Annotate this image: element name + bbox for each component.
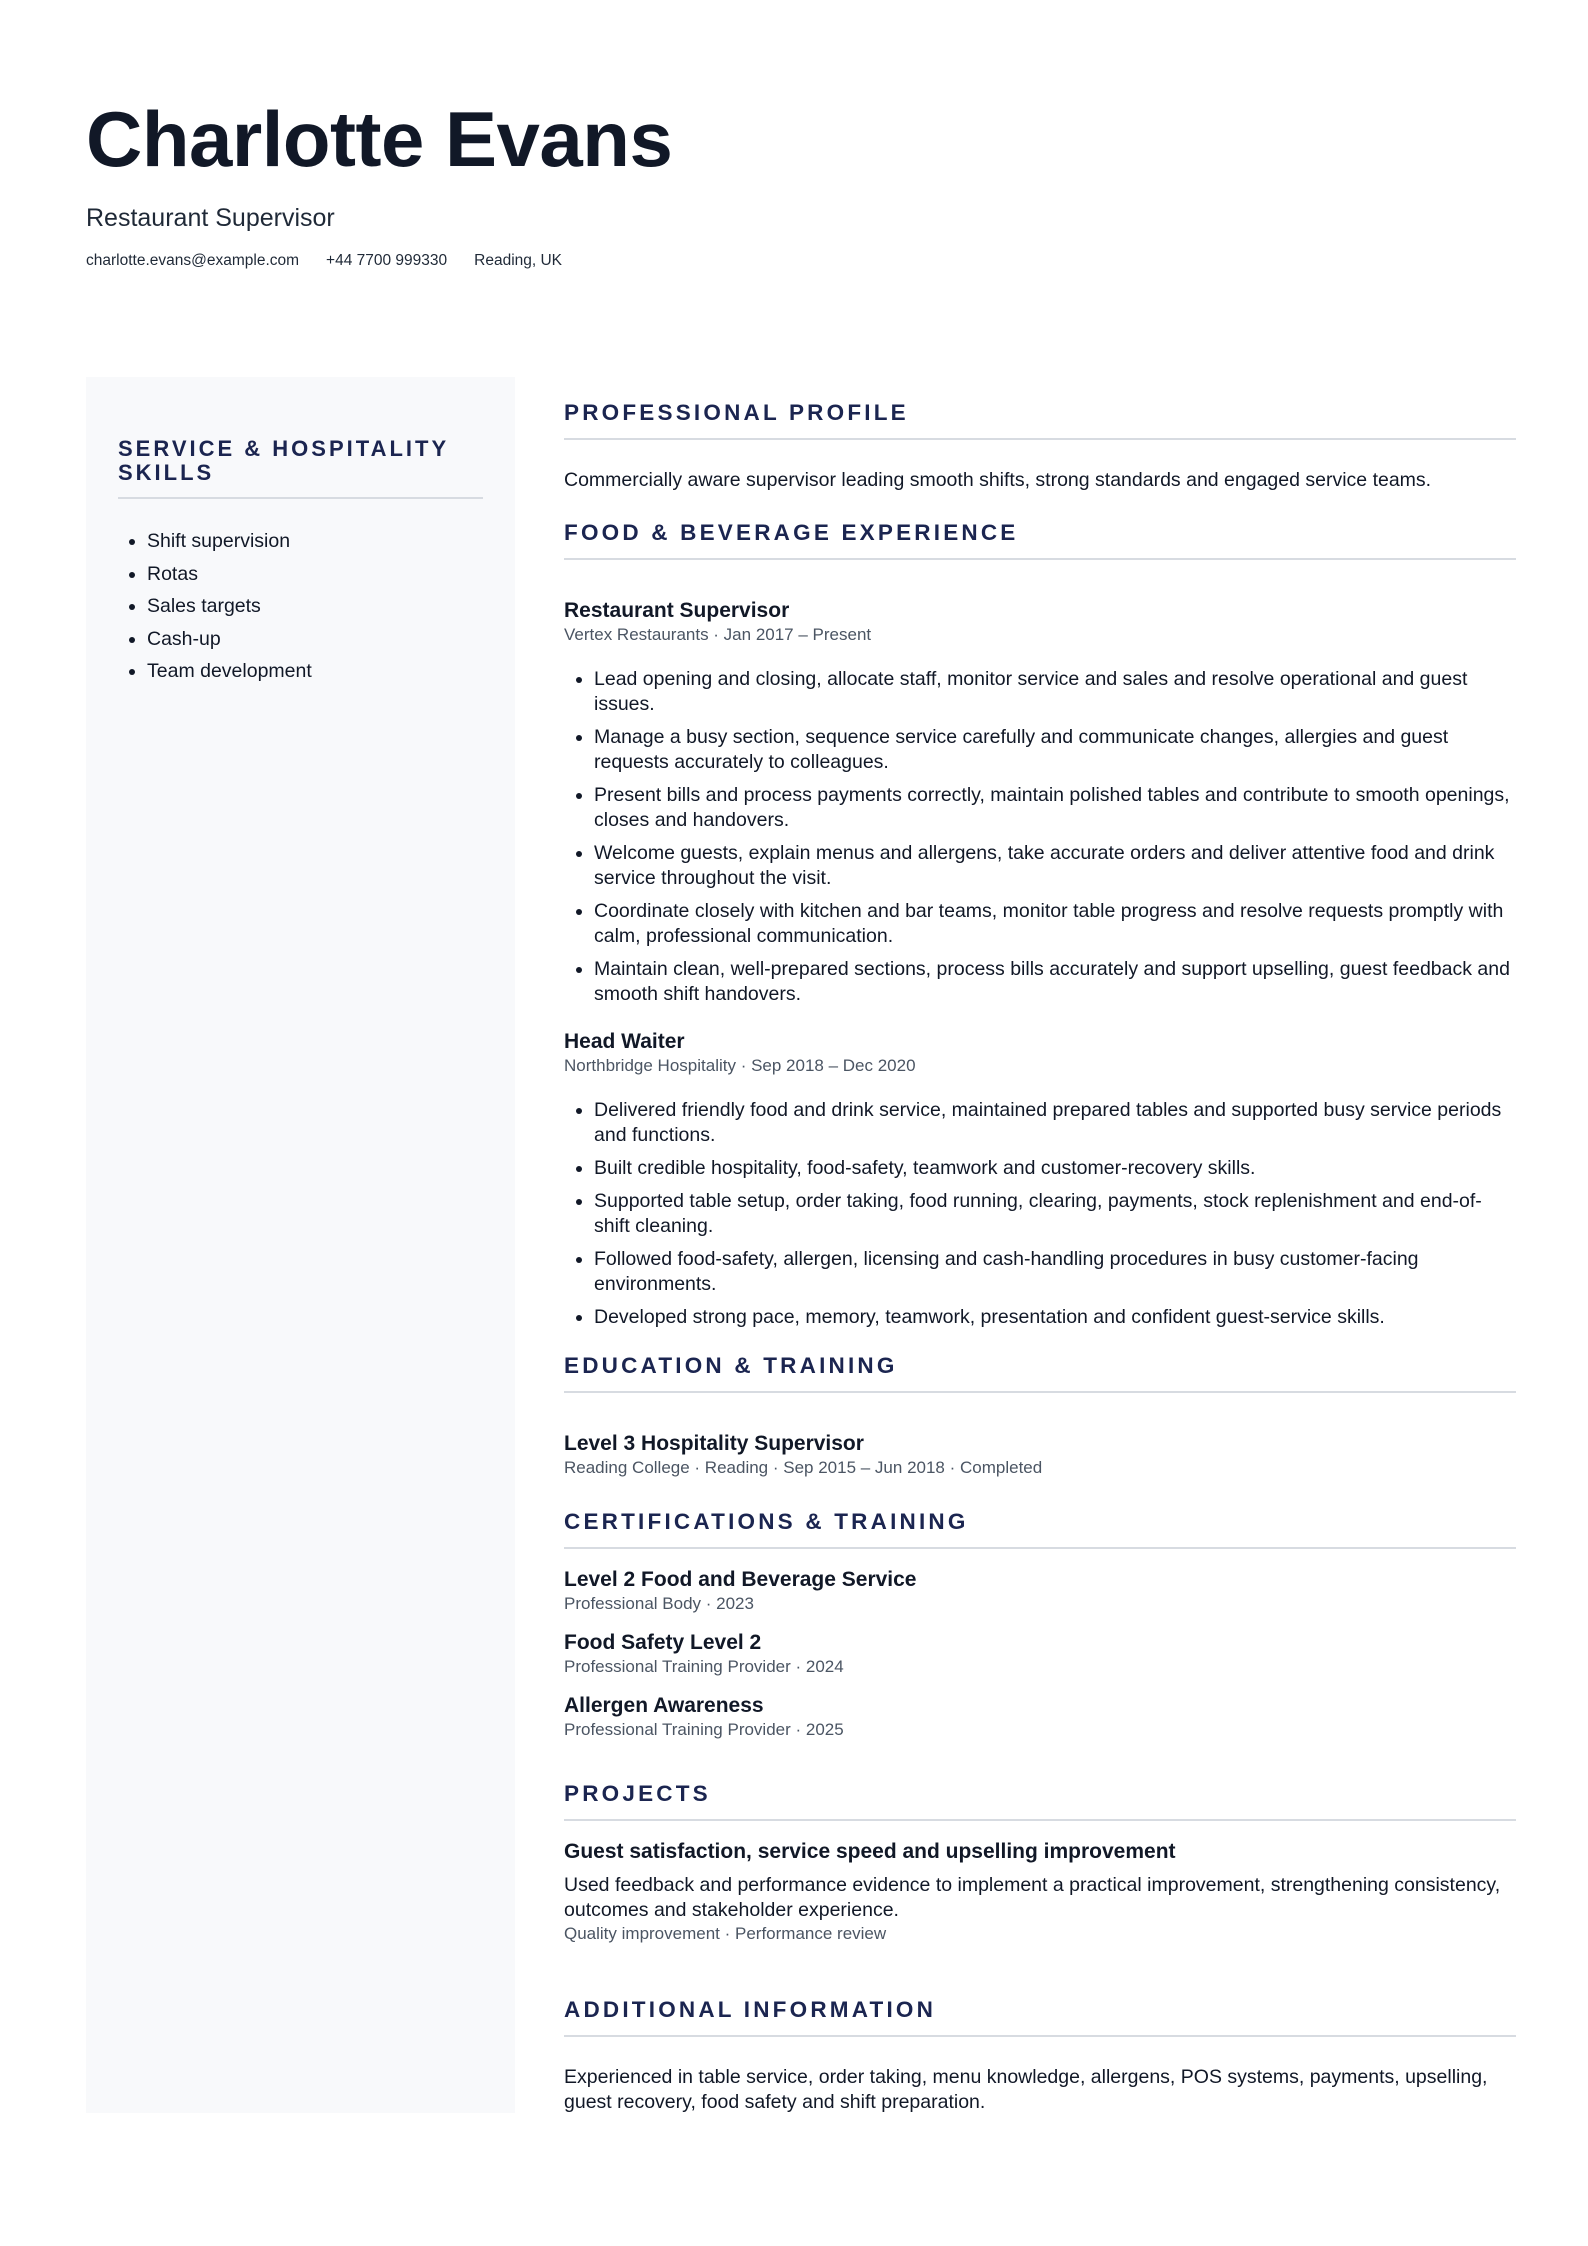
projects-section: [564, 1781, 1516, 1945]
job-entry-title: Head Waiter: [564, 1030, 685, 1053]
resume-header: [86, 92, 1506, 270]
skill-item: • Shift supervision: [147, 525, 483, 558]
job-bullet: • Maintain clean, well-prepared sections, process bills accurately and support upselling, guest feedback and smooth shift handovers.: [594, 957, 1516, 1007]
skill-item: • Sales targets: [147, 590, 483, 623]
project-title: Guest satisfaction, service speed and upselling improvement: [564, 1840, 1176, 1863]
job-bullets: [564, 667, 1516, 1007]
contact-phone: +44 7700 999330: [326, 252, 448, 269]
job-bullet: • Built credible hospitality, food-safety, teamwork and customer-recovery skills.: [594, 1156, 1516, 1181]
education-meta: Reading College · Reading · Sep 2015 – Jun 2018 · Completed: [564, 1458, 1043, 1477]
experience-heading: FOOD & BEVERAGE EXPERIENCE: [564, 520, 1516, 560]
skill-item: • Rotas: [147, 558, 483, 591]
project-description: Used feedback and performance evidence to implement a practical improvement, strengthening consistency, outcomes and stakeholder experience.: [564, 1874, 1501, 1921]
contact-email: charlotte.evans@example.com: [86, 252, 300, 269]
certification-title: Food Safety Level 2: [564, 1631, 762, 1654]
job-bullet: • Followed food-safety, allergen, licensing and cash-handling procedures in busy customer-facing environments.: [594, 1247, 1516, 1297]
job-entry: [564, 1029, 1516, 1330]
job-title: Restaurant Supervisor: [86, 204, 335, 232]
education-section: [564, 1353, 1516, 1479]
certifications-heading: CERTIFICATIONS & TRAINING: [564, 1509, 1516, 1549]
job-bullet: • Coordinate closely with kitchen and bar teams, monitor table progress and resolve requests promptly with calm, professional communication.: [594, 899, 1516, 949]
project-meta: Quality improvement · Performance review: [564, 1924, 887, 1943]
job-bullet: • Lead opening and closing, allocate staff, monitor service and sales and resolve operational and guest issues.: [594, 667, 1516, 717]
certifications-section: [564, 1509, 1516, 1741]
projects-heading: PROJECTS: [564, 1781, 1516, 1821]
profile-heading: PROFESSIONAL PROFILE: [564, 400, 1516, 440]
skills-heading: SERVICE & HOSPITALITY SKILLS: [118, 437, 483, 499]
certification-title: Level 2 Food and Beverage Service: [564, 1568, 917, 1591]
certification-item: [564, 1693, 1516, 1741]
job-entry-meta: Northbridge Hospitality · Sep 2018 – Dec 2020: [564, 1056, 916, 1075]
certification-meta: Professional Training Provider · 2024: [564, 1657, 844, 1676]
skill-item: • Cash-up: [147, 623, 483, 656]
certification-item: [564, 1567, 1516, 1615]
profile-section: [564, 400, 1516, 493]
skills-list: [118, 525, 483, 688]
education-title: Level 3 Hospitality Supervisor: [564, 1432, 864, 1455]
job-bullet: • Present bills and process payments correctly, maintain polished tables and contribute to smooth openings, closes and handovers.: [594, 783, 1516, 833]
contact-line: [86, 252, 1506, 270]
job-entry: [564, 598, 1516, 1007]
certification-meta: Professional Body · 2023: [564, 1594, 754, 1613]
certification-meta: Professional Training Provider · 2025: [564, 1720, 844, 1739]
additional-heading: ADDITIONAL INFORMATION: [564, 1997, 1516, 2037]
job-entry-title: Restaurant Supervisor: [564, 599, 790, 622]
experience-section: [564, 520, 1516, 1330]
skill-item: • Team development: [147, 655, 483, 688]
skills-sidebar: [86, 377, 515, 2113]
job-bullet: • Manage a busy section, sequence service carefully and communicate changes, allergies and guest requests accurately to colleagues.: [594, 725, 1516, 775]
additional-text: Experienced in table service, order taking, menu knowledge, allergens, POS systems, payments, upselling, guest recovery, food safety and shift preparation.: [564, 2066, 1488, 2113]
job-bullet: • Delivered friendly food and drink service, maintained prepared tables and supported busy service periods and functions.: [594, 1098, 1516, 1148]
education-heading: EDUCATION & TRAINING: [564, 1353, 1516, 1393]
job-bullets: [564, 1098, 1516, 1330]
candidate-name: Charlotte Evans: [86, 95, 673, 183]
job-bullet: • Supported table setup, order taking, food running, clearing, payments, stock replenishment and end-of-shift cleaning.: [594, 1189, 1516, 1239]
job-entry-meta: Vertex Restaurants · Jan 2017 – Present: [564, 625, 872, 644]
additional-section: [564, 1997, 1516, 2115]
contact-location: Reading, UK: [474, 252, 563, 269]
job-bullet: • Developed strong pace, memory, teamwork, presentation and confident guest-service skills.: [594, 1305, 1516, 1330]
job-bullet: • Welcome guests, explain menus and allergens, take accurate orders and deliver attentive food and drink service throughout the visit.: [594, 841, 1516, 891]
certification-title: Allergen Awareness: [564, 1694, 764, 1717]
profile-text: Commercially aware supervisor leading smooth shifts, strong standards and engaged service teams.: [564, 469, 1432, 491]
certification-item: [564, 1630, 1516, 1678]
